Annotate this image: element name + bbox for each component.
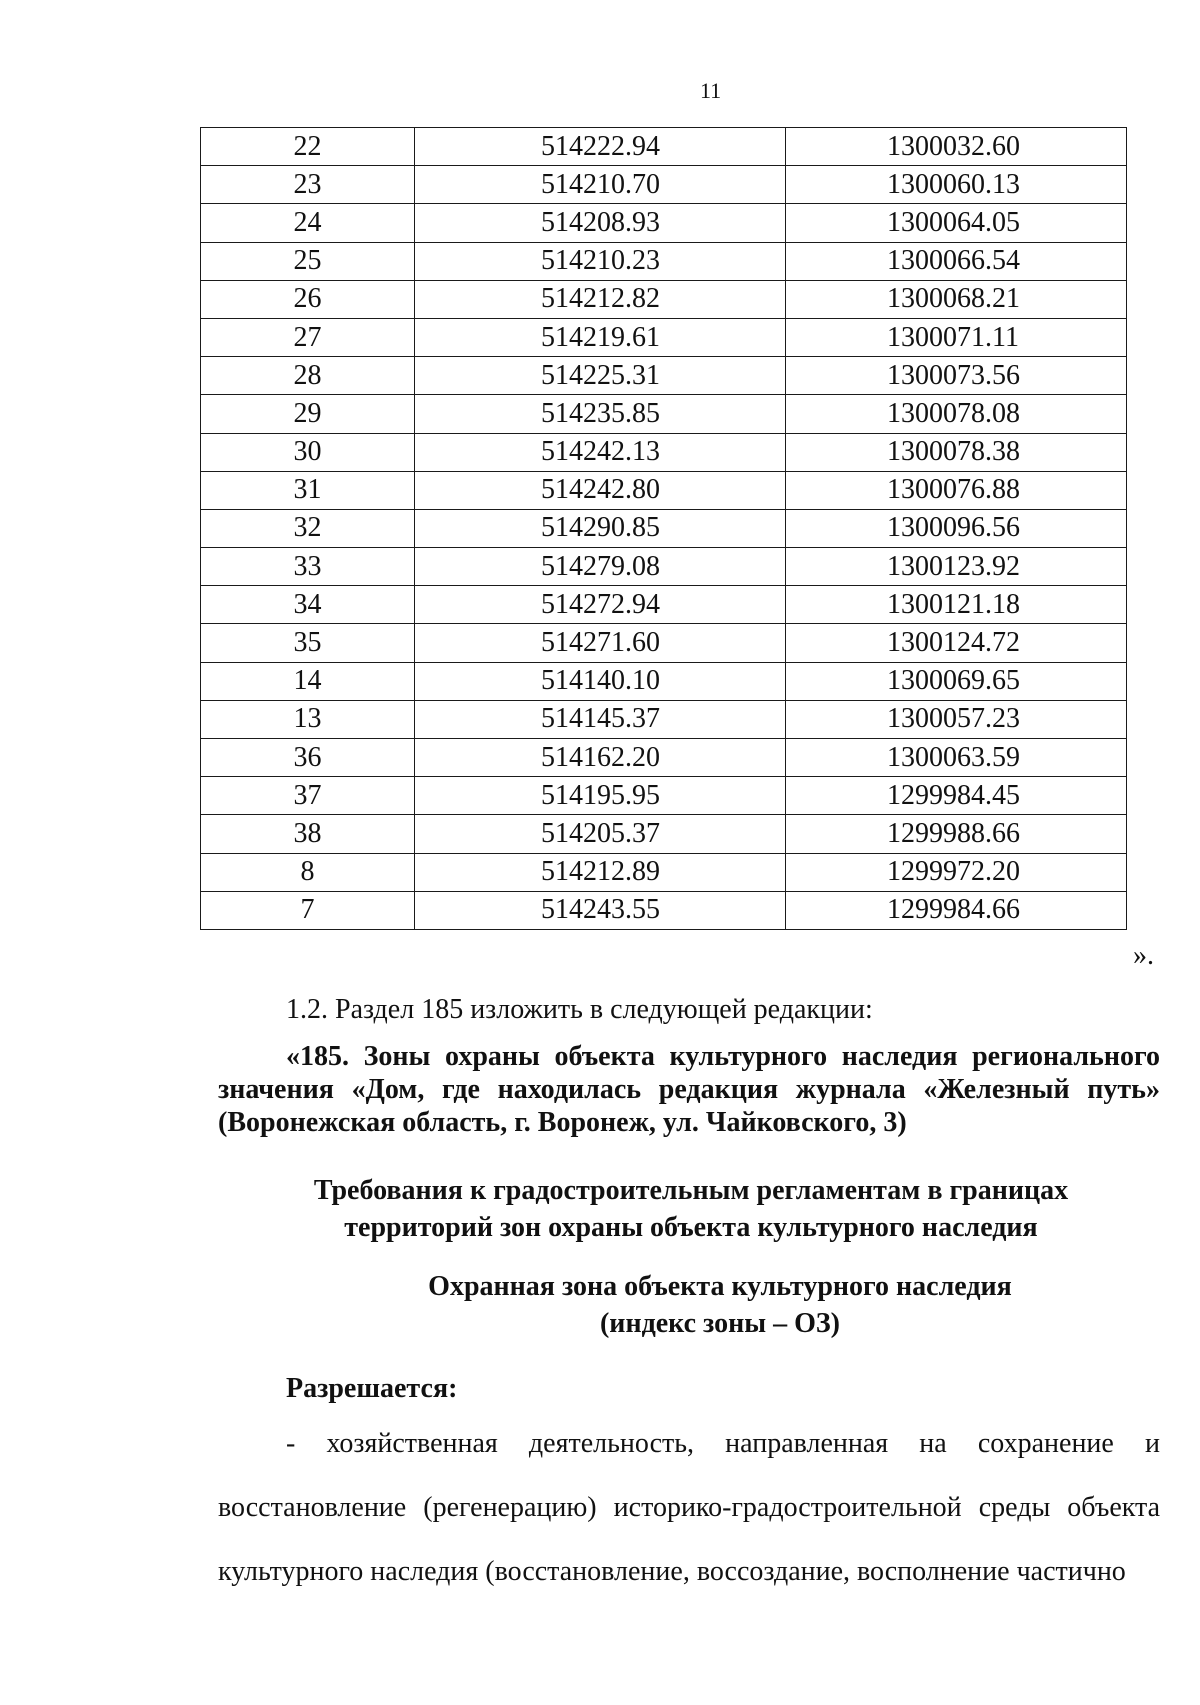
table-row xyxy=(201,357,1127,395)
x-coordinate-cell: 514219.61 xyxy=(415,318,786,356)
point-number-cell: 32 xyxy=(201,509,415,547)
table-row xyxy=(201,853,1127,891)
requirements-title-line1: Требования к градостроительным регламентам в границах xyxy=(313,1175,1069,1206)
y-coordinate-cell: 1300063.59 xyxy=(786,739,1127,777)
x-coordinate-cell: 514212.89 xyxy=(415,853,786,891)
x-coordinate-cell: 514290.85 xyxy=(415,509,786,547)
point-number-cell: 25 xyxy=(201,242,415,280)
point-number-cell: 38 xyxy=(201,815,415,853)
y-coordinate-cell: 1300069.65 xyxy=(786,662,1127,700)
y-coordinate-cell: 1299972.20 xyxy=(786,853,1127,891)
x-coordinate-cell: 514222.94 xyxy=(415,128,786,166)
table-row xyxy=(201,433,1127,471)
y-coordinate-cell: 1300064.05 xyxy=(786,204,1127,242)
point-number-cell: 28 xyxy=(201,357,415,395)
y-coordinate-cell: 1300124.72 xyxy=(786,624,1127,662)
table-row xyxy=(201,166,1127,204)
point-number-cell: 29 xyxy=(201,395,415,433)
y-coordinate-cell: 1300057.23 xyxy=(786,700,1127,738)
point-number-cell: 14 xyxy=(201,662,415,700)
table-row xyxy=(201,395,1127,433)
x-coordinate-cell: 514242.13 xyxy=(415,433,786,471)
table-row xyxy=(201,586,1127,624)
x-coordinate-cell: 514140.10 xyxy=(415,662,786,700)
x-coordinate-cell: 514210.23 xyxy=(415,242,786,280)
coordinates-table-body xyxy=(201,128,1127,930)
table-row xyxy=(201,242,1127,280)
point-number-cell: 26 xyxy=(201,280,415,318)
point-number-cell: 13 xyxy=(201,700,415,738)
closing-quote: ». xyxy=(1133,940,1154,971)
y-coordinate-cell: 1300073.56 xyxy=(786,357,1127,395)
point-number-cell: 30 xyxy=(201,433,415,471)
table-row xyxy=(201,128,1127,166)
y-coordinate-cell: 1300123.92 xyxy=(786,548,1127,586)
table-row xyxy=(201,318,1127,356)
zone-title xyxy=(320,1268,1120,1342)
point-number-cell: 22 xyxy=(201,128,415,166)
table-row xyxy=(201,662,1127,700)
table-row xyxy=(201,624,1127,662)
point-number-cell: 7 xyxy=(201,891,415,929)
x-coordinate-cell: 514145.37 xyxy=(415,700,786,738)
x-coordinate-cell: 514208.93 xyxy=(415,204,786,242)
point-number-cell: 33 xyxy=(201,548,415,586)
point-number-cell: 37 xyxy=(201,777,415,815)
page-number: 11 xyxy=(700,78,722,103)
zone-title-line1: Охранная зона объекта культурного наследия xyxy=(428,1271,1012,1302)
x-coordinate-cell: 514162.20 xyxy=(415,739,786,777)
x-coordinate-cell: 514272.94 xyxy=(415,586,786,624)
table-row xyxy=(201,548,1127,586)
y-coordinate-cell: 1300076.88 xyxy=(786,471,1127,509)
allowed-item: - хозяйственная деятельность, направленная на сохранение и восстановление (регенерацию) историко-градостроительной среды объекта культурного наследия (восстановление, воссоздание, восполнение частично xyxy=(218,1428,1160,1587)
zone-title-line2: (индекс зоны – ОЗ) xyxy=(599,1308,840,1339)
section-heading: «185. Зоны охраны объекта культурного наследия регионального значения «Дом, где находилась редакция журнала «Железный путь» (Воронежская область, г. Воронеж, ул. Чайковского, 3) xyxy=(218,1041,1160,1138)
amendment-paragraph: 1.2. Раздел 185 изложить в следующей редакции: xyxy=(286,994,873,1025)
y-coordinate-cell: 1300121.18 xyxy=(786,586,1127,624)
y-coordinate-cell: 1300032.60 xyxy=(786,128,1127,166)
point-number-cell: 24 xyxy=(201,204,415,242)
x-coordinate-cell: 514242.80 xyxy=(415,471,786,509)
point-number-cell: 27 xyxy=(201,318,415,356)
point-number-cell: 35 xyxy=(201,624,415,662)
table-row xyxy=(201,204,1127,242)
coordinates-table xyxy=(200,127,1127,930)
table-row xyxy=(201,509,1127,547)
table-row xyxy=(201,280,1127,318)
y-coordinate-cell: 1300078.08 xyxy=(786,395,1127,433)
y-coordinate-cell: 1299984.66 xyxy=(786,891,1127,929)
x-coordinate-cell: 514212.82 xyxy=(415,280,786,318)
table-row xyxy=(201,815,1127,853)
y-coordinate-cell: 1300068.21 xyxy=(786,280,1127,318)
table-row xyxy=(201,471,1127,509)
y-coordinate-cell: 1300066.54 xyxy=(786,242,1127,280)
requirements-title-line2: территорий зон охраны объекта культурного наследия xyxy=(344,1212,1038,1243)
point-number-cell: 8 xyxy=(201,853,415,891)
y-coordinate-cell: 1300096.56 xyxy=(786,509,1127,547)
requirements-title xyxy=(220,1172,1162,1246)
y-coordinate-cell: 1299984.45 xyxy=(786,777,1127,815)
x-coordinate-cell: 514195.95 xyxy=(415,777,786,815)
y-coordinate-cell: 1300078.38 xyxy=(786,433,1127,471)
table-row xyxy=(201,777,1127,815)
allowed-label: Разрешается: xyxy=(286,1373,458,1404)
x-coordinate-cell: 514243.55 xyxy=(415,891,786,929)
point-number-cell: 31 xyxy=(201,471,415,509)
point-number-cell: 23 xyxy=(201,166,415,204)
y-coordinate-cell: 1300071.11 xyxy=(786,318,1127,356)
y-coordinate-cell: 1299988.66 xyxy=(786,815,1127,853)
x-coordinate-cell: 514279.08 xyxy=(415,548,786,586)
x-coordinate-cell: 514235.85 xyxy=(415,395,786,433)
x-coordinate-cell: 514225.31 xyxy=(415,357,786,395)
table-row xyxy=(201,700,1127,738)
x-coordinate-cell: 514210.70 xyxy=(415,166,786,204)
y-coordinate-cell: 1300060.13 xyxy=(786,166,1127,204)
x-coordinate-cell: 514271.60 xyxy=(415,624,786,662)
point-number-cell: 34 xyxy=(201,586,415,624)
point-number-cell: 36 xyxy=(201,739,415,777)
x-coordinate-cell: 514205.37 xyxy=(415,815,786,853)
table-row xyxy=(201,891,1127,929)
table-row xyxy=(201,739,1127,777)
